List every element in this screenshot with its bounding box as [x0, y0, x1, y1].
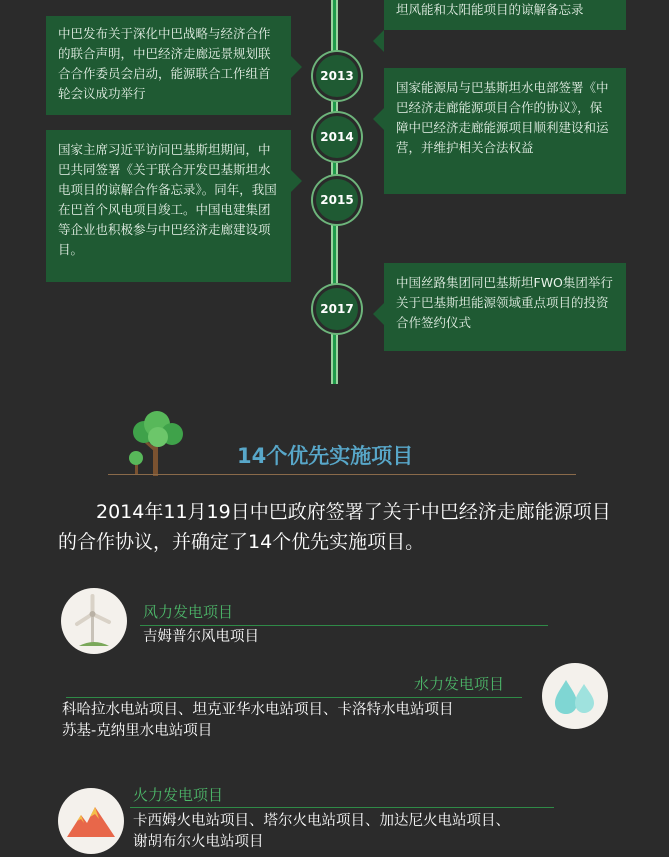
- year-label: 2013: [320, 69, 354, 83]
- year-label: 2017: [320, 302, 354, 316]
- event-text: 中国丝路集团同巴基斯坦FWO集团举行关于巴基斯坦能源领域重点项目的投资合作签约仪式: [396, 275, 613, 330]
- category-text-wind: 吉姆普尔风电项目: [143, 629, 259, 645]
- timeline-event-card: [46, 16, 291, 115]
- year-node-2017: [313, 285, 361, 333]
- fire-icon-circle: [58, 788, 124, 854]
- category-rule: [130, 807, 554, 808]
- category-title-fire: 火力发电项目: [133, 786, 224, 804]
- water-drops-icon: [552, 676, 598, 716]
- event-text: 国家主席习近平访问巴基斯坦期间，中巴共同签署《关于联合开发巴基斯坦水电项目的谅解合作备忘录》。同年，我国在巴首个风电项目竣工。中国电建集团等企业也积极参与中巴经济走廊建设项目。: [58, 142, 277, 257]
- year-node-2013: [313, 52, 361, 100]
- section-title: 14个优先实施项目: [237, 444, 414, 468]
- year-label: 2015: [320, 193, 354, 207]
- timeline-event-card: [384, 68, 626, 194]
- timeline-event-card: [46, 130, 291, 282]
- year-node-2014: [313, 113, 361, 161]
- category-text-water-line1: 科哈拉水电站项目、坦克亚华水电站项目、卡洛特水电站项目: [62, 702, 454, 718]
- timeline-event-card: [384, 0, 626, 30]
- year-label: 2014: [320, 130, 354, 144]
- category-text-fire-line1: 卡西姆火电站项目、塔尔火电站项目、加达尼火电站项目、: [133, 813, 510, 829]
- wind-icon-circle: [61, 588, 127, 654]
- event-text: 中巴发布关于深化中巴战略与经济合作的联合声明，中巴经济走廊远景规划联合合作委员会启动，能源联合工作组首轮会议成功举行: [58, 26, 271, 101]
- category-text-fire-line2: 谢胡布尔火电站项目: [133, 834, 264, 850]
- event-text: 国家能源局与巴基斯坦水电部签署《中巴经济走廊能源项目合作的协议》，保障中巴经济走廊能源项目顺利建设和运营，并维护相关合法权益: [396, 80, 609, 155]
- wind-turbine-icon: [69, 594, 119, 648]
- section-rule: [108, 474, 576, 475]
- category-title-water: 水力发电项目: [414, 675, 505, 693]
- timeline-event-card: [384, 263, 626, 351]
- water-icon-circle: [542, 663, 608, 729]
- tree-icon: [124, 410, 194, 478]
- intro-text: 2014年11月19日中巴政府签署了关于中巴经济走廊能源项目的合作协议，并确定了14个优先实施项目。: [58, 501, 611, 553]
- category-title-wind: 风力发电项目: [143, 603, 234, 621]
- category-text-water-line2: 苏基-克纳里水电站项目: [62, 723, 213, 739]
- section-intro: [58, 497, 618, 557]
- category-rule: [66, 697, 522, 698]
- year-node-2015: [313, 176, 361, 224]
- event-text: 坦风能和太阳能项目的谅解备忘录: [396, 2, 584, 17]
- fire-mountain-icon: [65, 801, 117, 841]
